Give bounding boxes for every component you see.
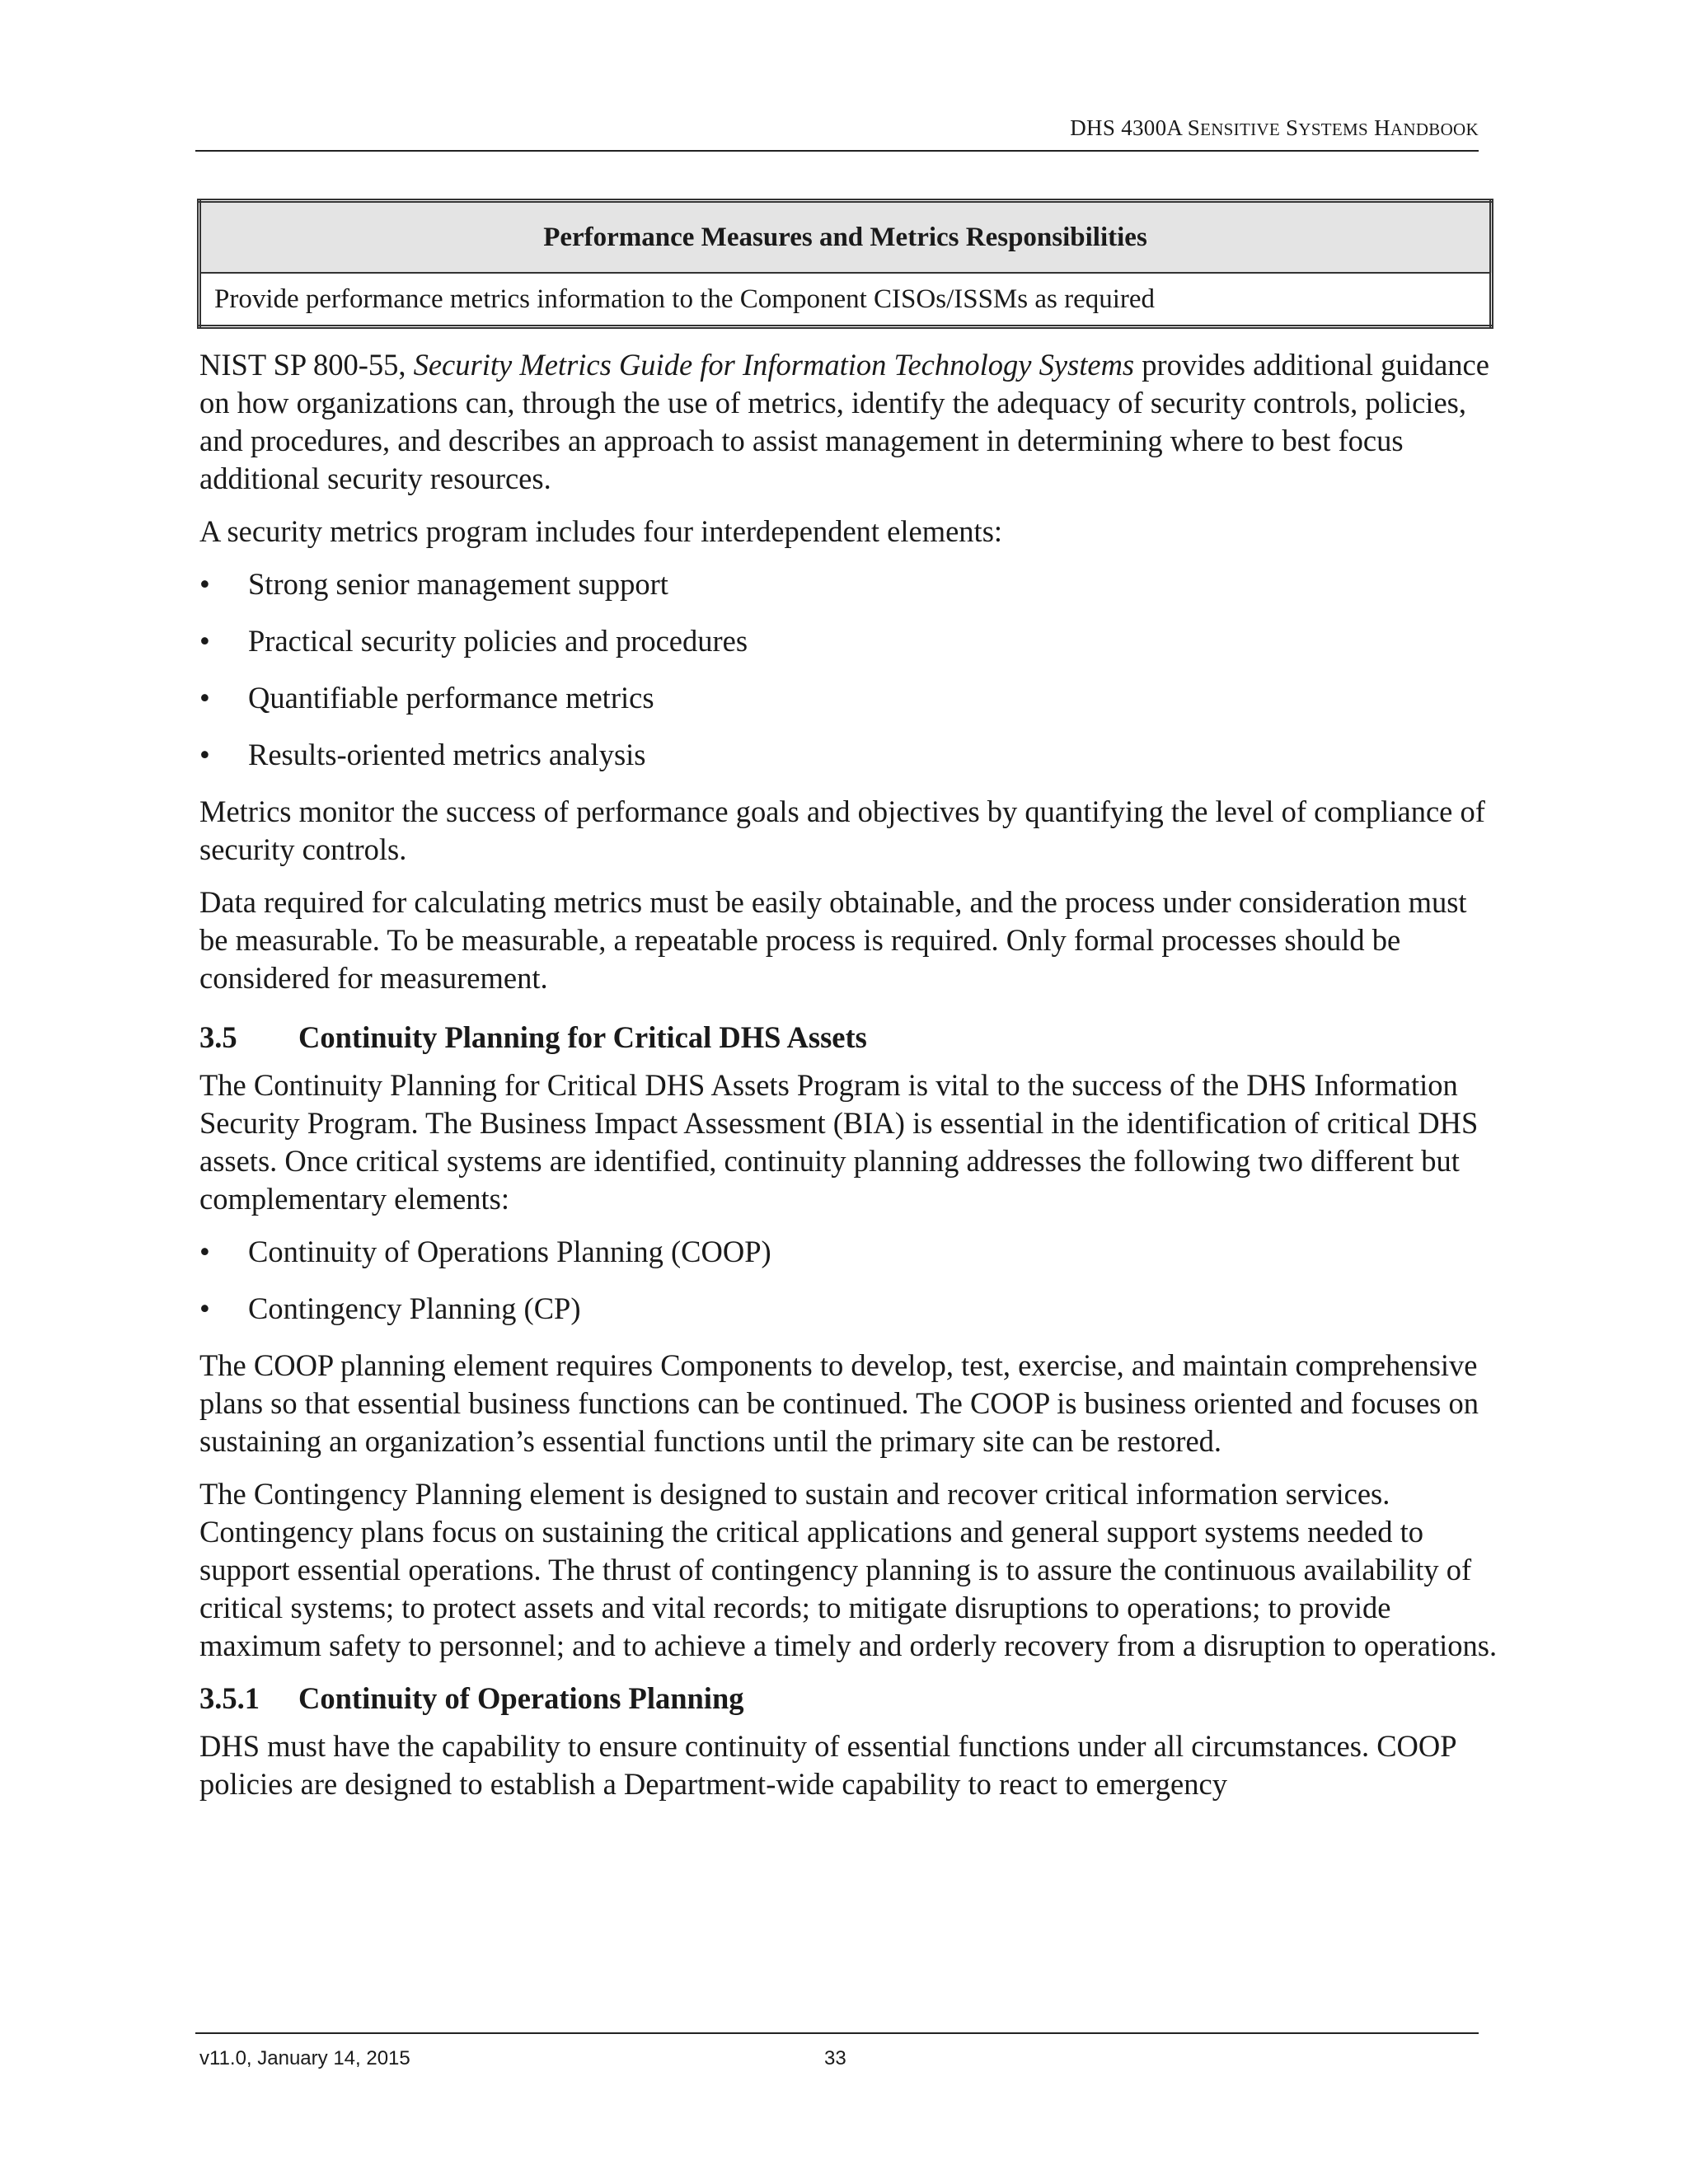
section-heading-3-5: 3.5 Continuity Planning for Critical DHS Assets: [199, 1020, 867, 1054]
bullet-icon: •: [199, 681, 210, 715]
paragraph-continuity-program: The Continuity Planning for Critical DHS Assets Program is vital to the success of the DHS Information Security Program. The Business Impact Assessment (BIA) is essential in the identification of critical DHS assets. Once critical systems are identified, continuity planning addresses the following two different but complementary elements:: [199, 1068, 1479, 1216]
footer-rule: [195, 2032, 1479, 2034]
bullet-icon: •: [199, 567, 210, 601]
list-item: • Strong senior management support: [199, 565, 1498, 603]
responsibilities-table: [197, 199, 1493, 329]
table-heading: Performance Measures and Metrics Responsibilities: [199, 201, 1492, 274]
continuity-elements-list: [199, 1233, 1498, 1328]
page-number: 33: [824, 2047, 846, 2069]
paragraph-data-required: Data required for calculating metrics must be easily obtainable, and the process under consideration must be measurable. To be measurable, a repeatable process is required. Only formal processes should be considered for measurement.: [199, 885, 1467, 995]
bullet-icon: •: [199, 1291, 210, 1325]
list-item: • Continuity of Operations Planning (COOP): [199, 1233, 1498, 1271]
bullet-icon: •: [199, 738, 210, 771]
list-item: • Contingency Planning (CP): [199, 1290, 1498, 1328]
list-item: • Practical security policies and procedures: [199, 622, 1498, 660]
running-header: DHS 4300A SENSITIVE SYSTEMS HANDBOOK: [1070, 115, 1479, 140]
list-item: • Results-oriented metrics analysis: [199, 736, 1498, 774]
metrics-elements-list: [199, 565, 1498, 774]
list-item: • Quantifiable performance metrics: [199, 679, 1498, 717]
body-content: [199, 346, 1498, 1818]
bullet-icon: •: [199, 1235, 210, 1268]
paragraph-contingency-element: The Contingency Planning element is designed to sustain and recover critical information services. Contingency plans focus on sustaining the critical applications and general support systems needed to support essential operations. The thrust of contingency planning is to assure the continuous availability of critical systems; to protect assets and vital records; to mitigate disruptions to operations; to provide maximum safety to personnel; and to achieve a timely and orderly recovery from a disruption to operations.: [199, 1477, 1498, 1662]
paragraph-coop-element: The COOP planning element requires Components to develop, test, exercise, and maintain comprehensive plans so that essential business functions can be continued. The COOP is business oriented and focuses on sustaining an organization’s essential functions until the primary site can be restored.: [199, 1348, 1479, 1458]
footer-version: v11.0, January 14, 2015: [199, 2047, 410, 2069]
paragraph-program-elements: A security metrics program includes four interdependent elements:: [199, 514, 1003, 548]
section-heading-3-5-1: 3.5.1 Continuity of Operations Planning: [199, 1681, 744, 1715]
paragraph-metrics-monitor: Metrics monitor the success of performance goals and objectives by quantifying the level of compliance of security controls.: [199, 794, 1485, 866]
bullet-icon: •: [199, 624, 210, 658]
table-row: Provide performance metrics information to the Component CISOs/ISSMs as required: [214, 284, 1156, 314]
paragraph-nist: NIST SP 800-55, Security Metrics Guide for Information Technology Systems provides additional guidance on how organizations can, through the use of metrics, identify the adequacy of security controls, policies, and procedures, and describes an approach to assist management in determining where to best focus additional security resources.: [199, 348, 1489, 495]
paragraph-coop-capability: DHS must have the capability to ensure continuity of essential functions under all circumstances. COOP policies are designed to establish a Department-wide capability to react to emergency: [199, 1729, 1456, 1801]
header-rule: [195, 150, 1479, 152]
